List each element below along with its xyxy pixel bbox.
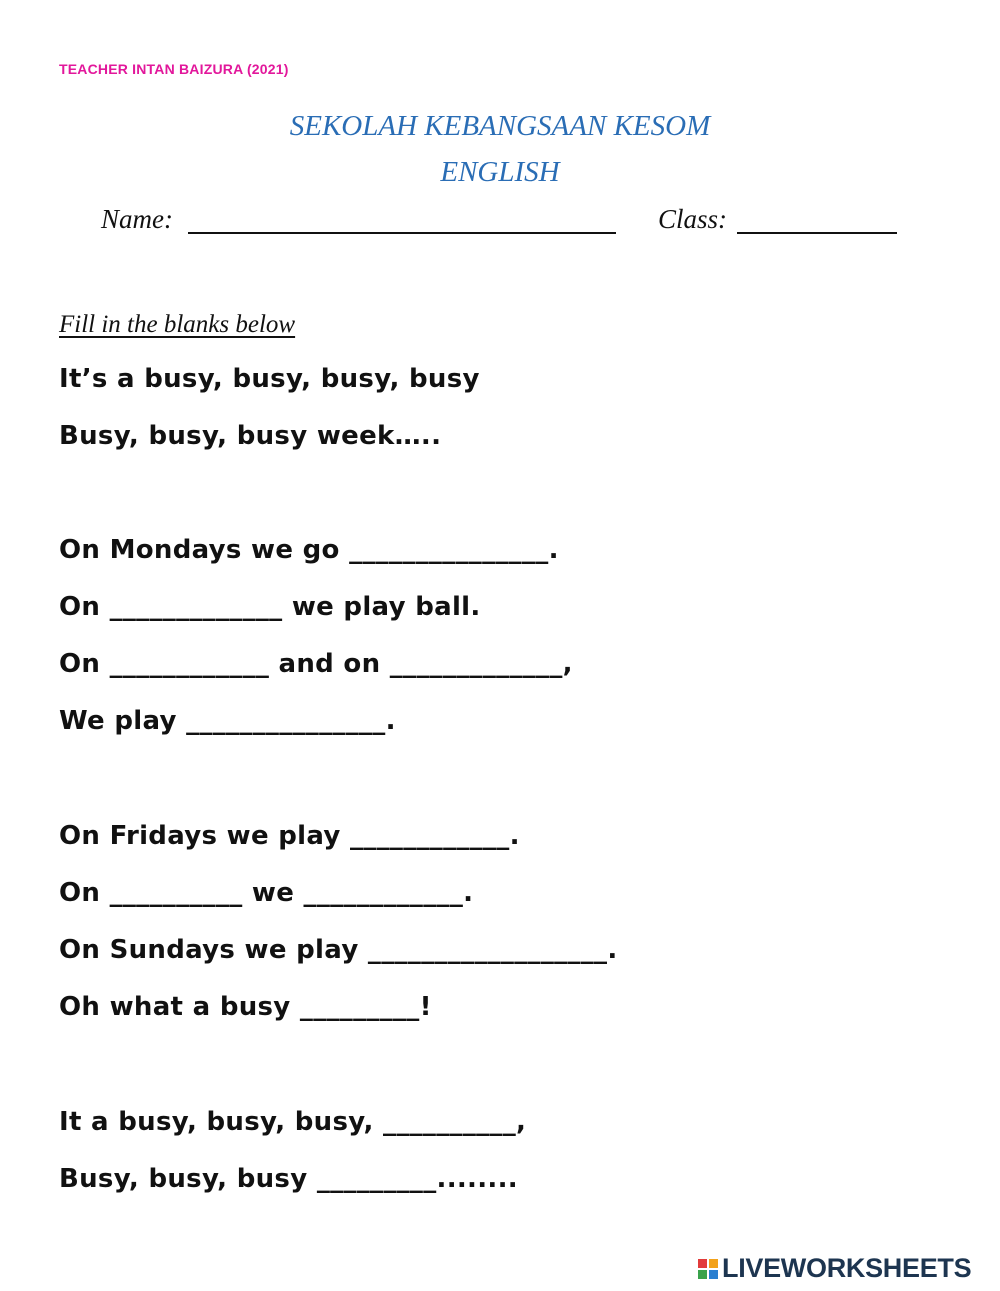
song-line-2: Busy, busy, busy week….. (59, 421, 442, 451)
fill-line-mondays[interactable]: On Mondays we go _______________. (59, 535, 559, 565)
logo-text: LIVEWORKSHEETS (722, 1253, 972, 1283)
liveworksheets-logo (698, 1253, 971, 1284)
fill-line-on-we[interactable]: On __________ we ____________. (59, 878, 474, 908)
liveworksheets-logo-icon (698, 1259, 718, 1279)
fill-line-busy-exclaim[interactable]: Oh what a busy _________! (59, 992, 432, 1022)
fill-line-we-play[interactable]: We play _______________. (59, 706, 396, 736)
logo-block-orange (709, 1259, 718, 1268)
logo-block-blue (709, 1270, 718, 1279)
fill-line-play-ball[interactable]: On _____________ we play ball. (59, 592, 481, 622)
fill-line-fridays[interactable]: On Fridays we play ____________. (59, 821, 520, 851)
logo-block-green (698, 1270, 707, 1279)
fill-line-busy-comma[interactable]: It a busy, busy, busy, __________, (59, 1107, 527, 1137)
name-label: Name: (101, 204, 173, 234)
fill-line-sundays[interactable]: On Sundays we play __________________. (59, 935, 618, 965)
song-line-1: It’s a busy, busy, busy, busy (59, 364, 480, 394)
instruction-heading: Fill in the blanks below (59, 311, 296, 338)
fill-line-and-on[interactable]: On ____________ and on _____________, (59, 649, 573, 679)
class-blank-field[interactable] (737, 232, 897, 234)
class-label: Class: (658, 204, 728, 234)
name-blank-field[interactable] (188, 232, 616, 234)
school-title: SEKOLAH KEBANGSAAN KESOM (289, 110, 711, 142)
subject-title: ENGLISH (440, 156, 560, 188)
logo-block-red (698, 1259, 707, 1268)
fill-line-busy-end[interactable]: Busy, busy, busy _________........ (59, 1164, 518, 1194)
teacher-credit: TEACHER INTAN BAIZURA (2021) (59, 61, 289, 77)
